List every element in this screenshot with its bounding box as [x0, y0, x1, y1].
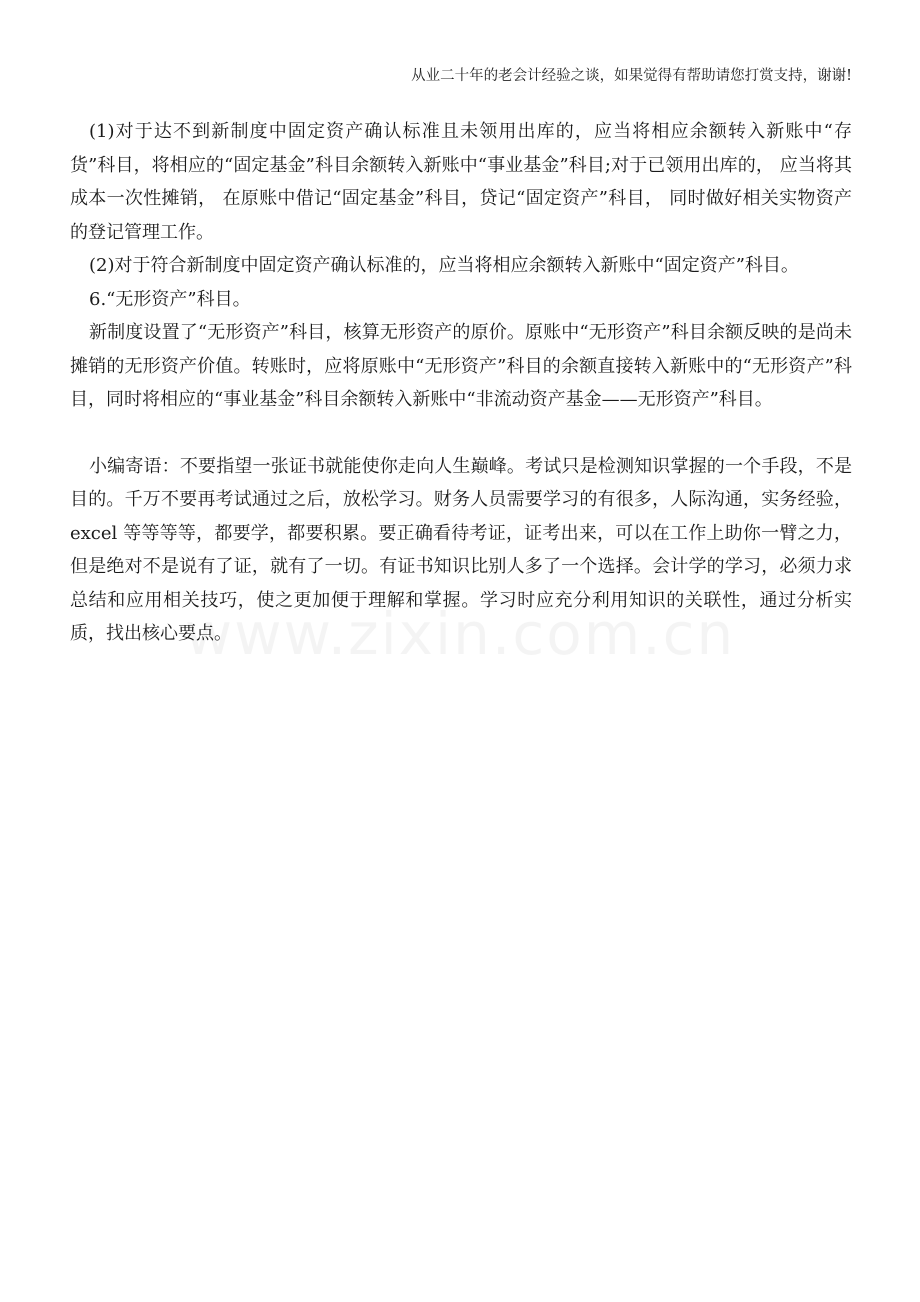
section-heading-intangible-assets: 6.“无形资产”科目。	[89, 288, 251, 310]
paragraph-fixed-assets-below-standard: (1)对于达不到新制度中固定资产确认标准且未领用出库的，应当将相应余额转入新账中“存货”科目，将相应的“固定基金”科目余额转入新账中“事业基金”科目;对于已领用出库的， 应当将其成本一次性摊销， 在原账中借记“固定基金”科目，贷记“固定资产”科目， 同时做好相关实物资产的登记管理工作。	[70, 121, 852, 243]
header-tagline: 从业二十年的老会计经验之谈，如果觉得有帮助请您打赏支持，谢谢!	[411, 68, 852, 84]
paragraph-fixed-assets-meeting-standard: (2)对于符合新制度中固定资产确认标准的，应当将相应余额转入新账中“固定资产”科目。	[89, 255, 799, 276]
paragraph-intangible-assets: 新制度设置了“无形资产”科目，核算无形资产的原价。原账中“无形资产”科目余额反映的是尚未摊销的无形资产价值。转账时，应将原账中“无形资产”科目的余额直接转入新账中的“无形资产”科目，同时将相应的“事业基金”科目余额转入新账中“非流动资产基金——无形资产”科目。	[70, 322, 852, 410]
paragraph-spacer	[70, 417, 852, 450]
document-body	[70, 115, 852, 651]
editor-note: 小编寄语：不要指望一张证书就能使你走向人生巅峰。考试只是检测知识掌握的一个手段，不是目的。千万不要再考试通过之后，放松学习。财务人员需要学习的有很多，人际沟通，实务经验，excel 等等等等，都要学，都要积累。要正确看待考证，证考出来，可以在工作上助你一臂之力，但是绝对不是说有了证，就有了一切。有证书知识比别人多了一个选择。会计学的学习，必须力求总结和应用相关技巧，使之更加便于理解和掌握。学习时应充分利用知识的关联性，通过分析实质，找出核心要点。	[70, 455, 852, 644]
